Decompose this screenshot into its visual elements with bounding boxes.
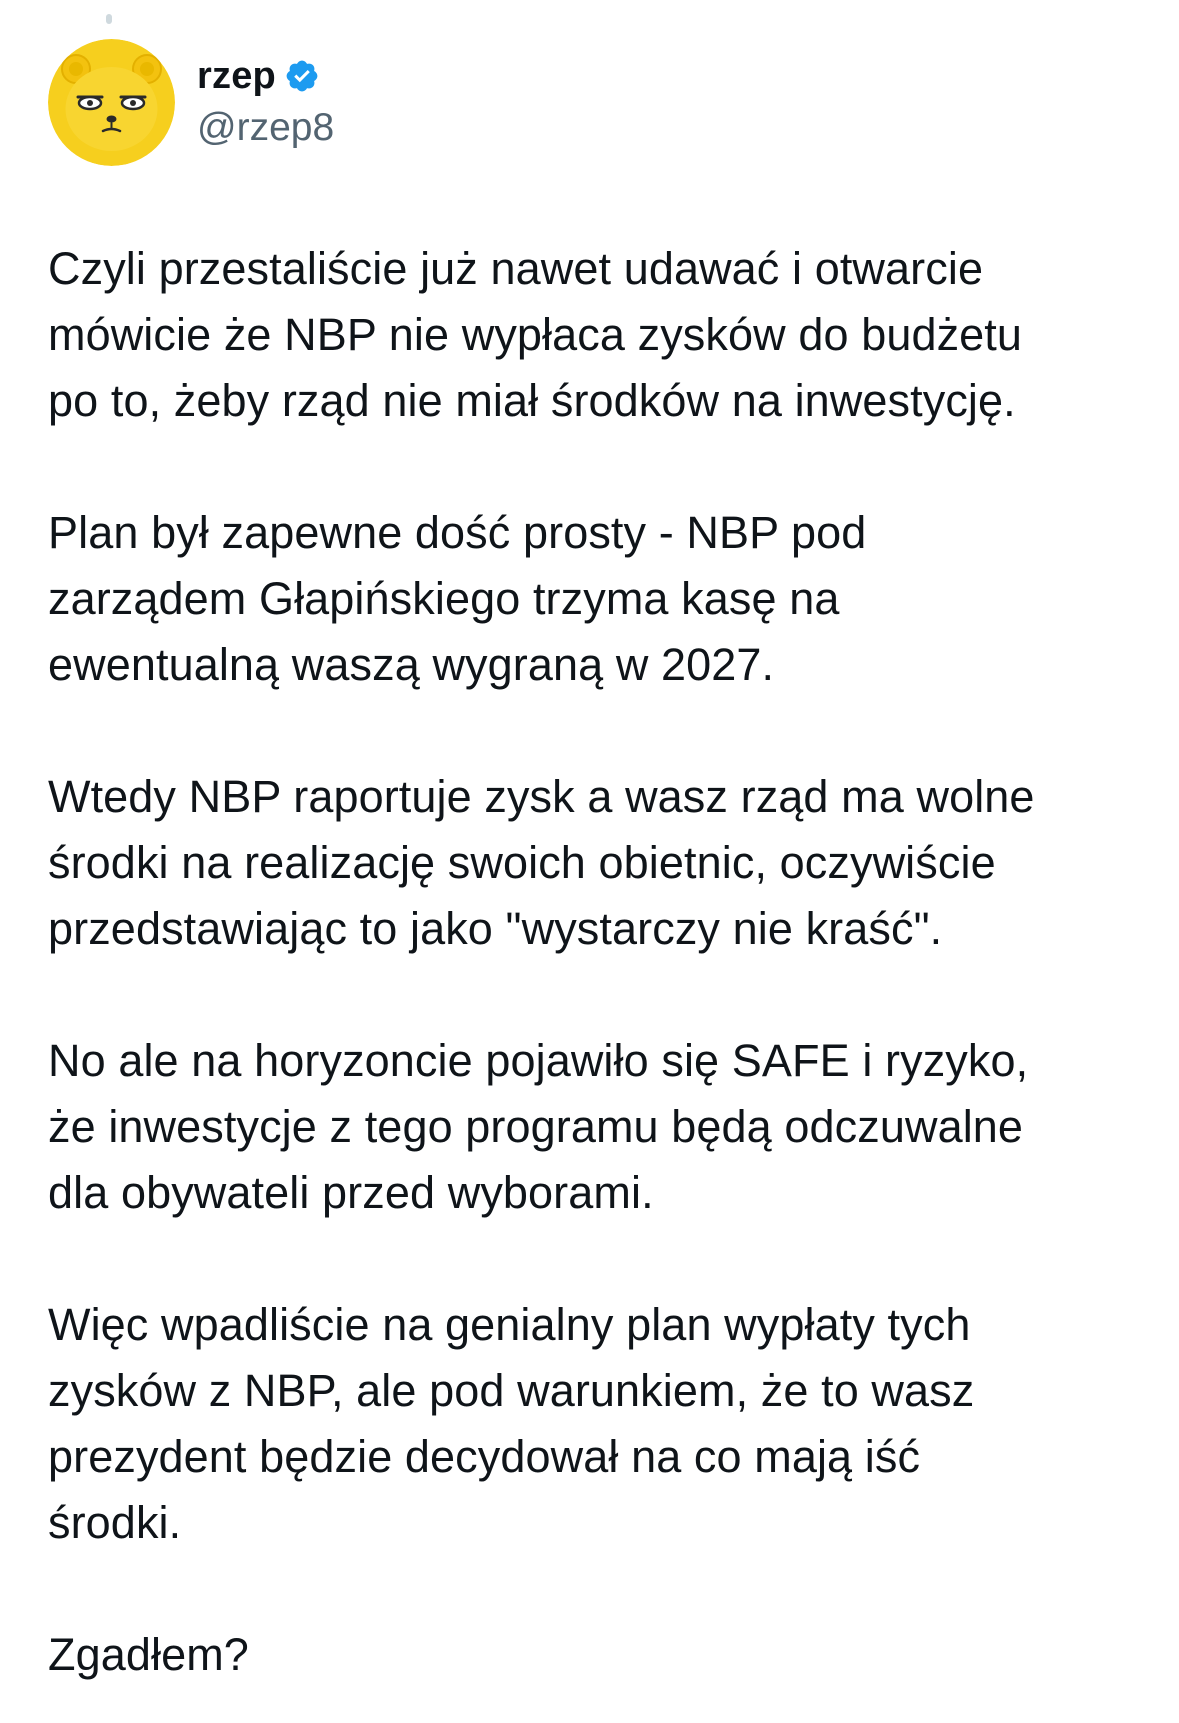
- tweet-paragraph: Zgadłem?: [48, 1629, 249, 1680]
- bear-face-icon: [48, 39, 175, 166]
- display-name[interactable]: rzep: [197, 54, 276, 97]
- display-name-row: [197, 51, 334, 101]
- drag-handle: [106, 14, 112, 24]
- tweet-paragraph: Plan był zapewne dość prosty - NBP pod zarządem Głapińskiego trzyma kasę na ewentualną waszą wygraną w 2027.: [48, 507, 867, 690]
- author-names: [197, 51, 334, 153]
- author-handle[interactable]: @rzep8: [197, 106, 335, 149]
- tweet-paragraph: Czyli przestaliście już nawet udawać i otwarcie mówicie że NBP nie wypłaca zysków do budżetu po to, żeby rząd nie miał środków na inwestycję.: [48, 243, 1023, 426]
- tweet-paragraph: No ale na horyzoncie pojawiło się SAFE i ryzyko, że inwestycje z tego programu będą odczuwalne dla obywateli przed wyborami.: [48, 1035, 1029, 1218]
- tweet-header: [48, 36, 334, 168]
- tweet-paragraph: Wtedy NBP raportuje zysk a wasz rząd ma wolne środki na realizację swoich obietnic, oczywiście przedstawiając to jako "wystarczy nie kraść".: [48, 771, 1035, 954]
- tweet-paragraph: Więc wpadliście na genialny plan wypłaty tych zysków z NBP, ale pod warunkiem, że to wasz prezydent będzie decydował na co mają iść środki.: [48, 1299, 975, 1548]
- avatar[interactable]: [48, 39, 175, 166]
- tweet-text: [48, 236, 1158, 1688]
- verified-badge-icon: [284, 58, 320, 94]
